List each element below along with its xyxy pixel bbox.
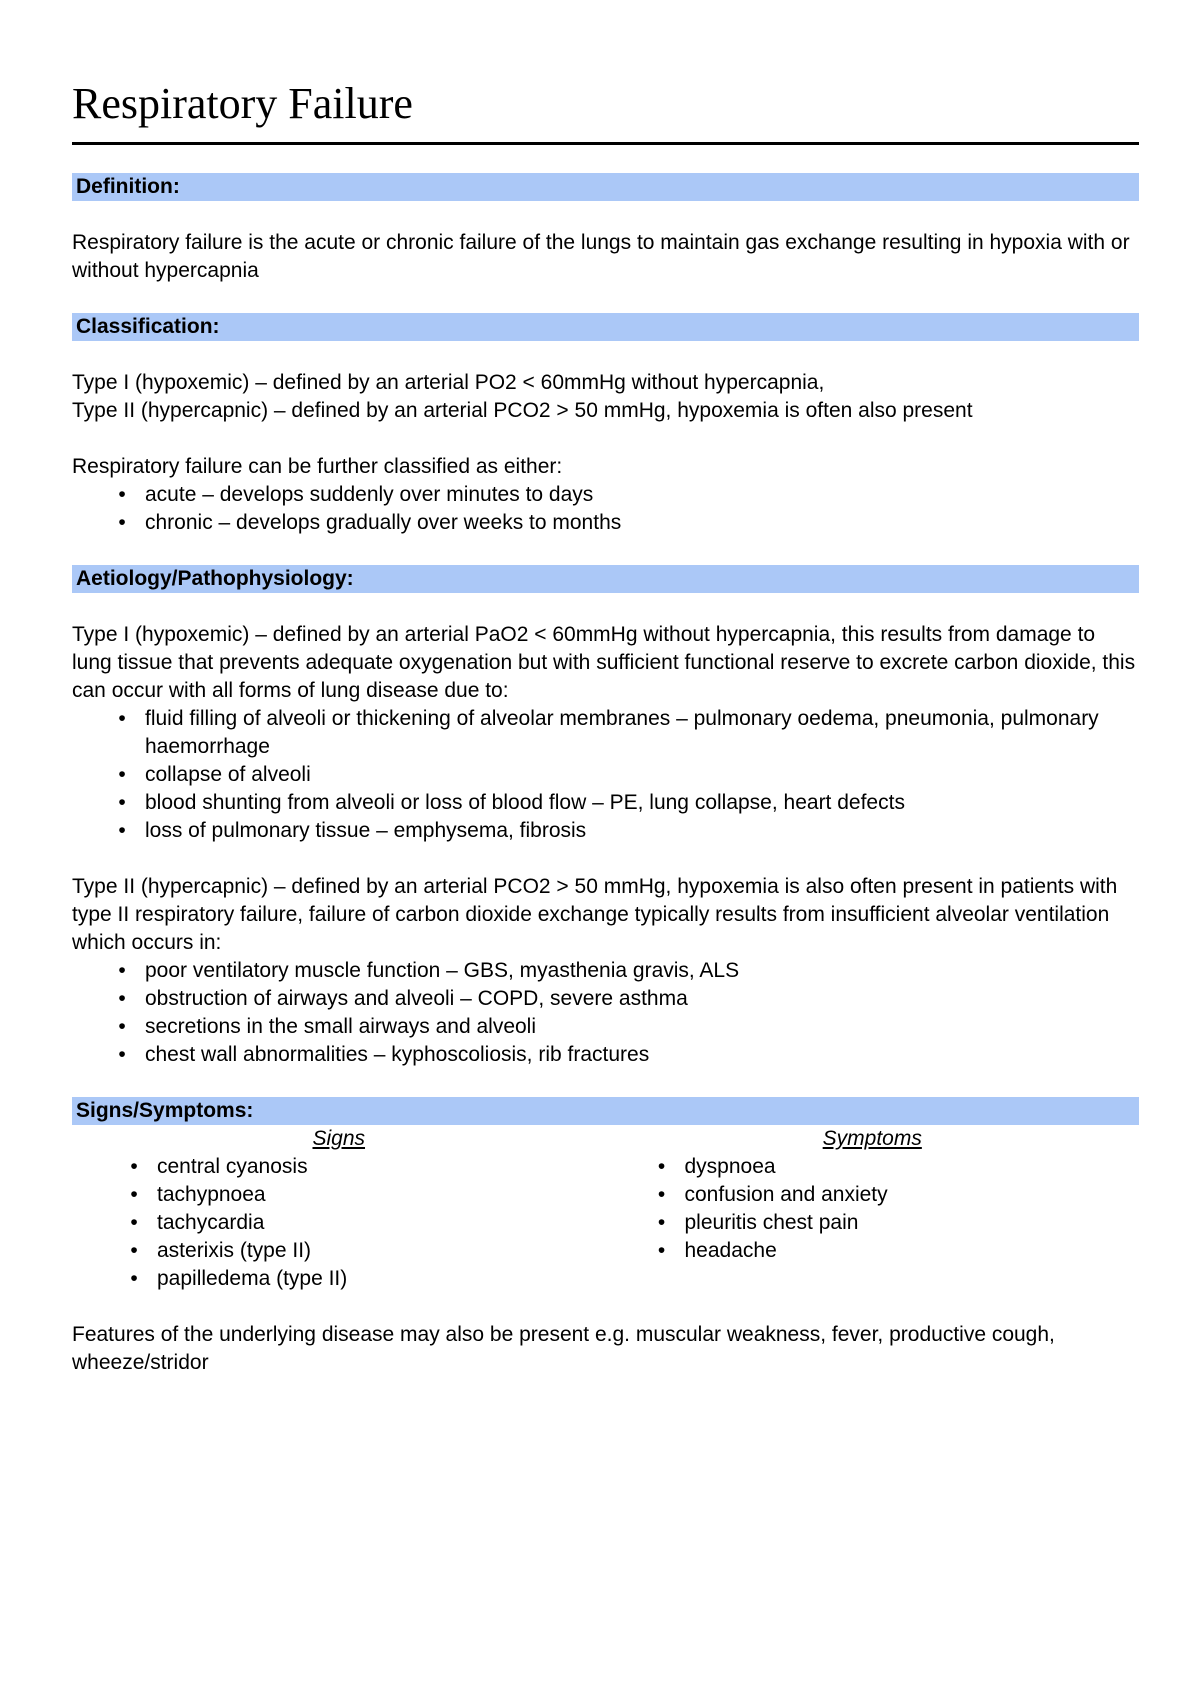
classification-type1: Type I (hypoxemic) – defined by an arterial PO2 < 60mmHg without hypercapnia, xyxy=(72,371,825,394)
list-item: • chest wall abnormalities – kyphoscoliosis, rib fractures xyxy=(145,1041,1139,1069)
definition-text: Respiratory failure is the acute or chronic failure of the lungs to maintain gas exchange resulting in hypoxia with or without hypercapnia xyxy=(72,231,1130,282)
classification-bullet-list xyxy=(72,481,1139,537)
list-item: • tachycardia xyxy=(157,1209,606,1237)
classification-further: Respiratory failure can be further classified as either: xyxy=(72,455,563,478)
aetiology-type1-bullet-list xyxy=(72,705,1139,845)
section-heading-classification: Classification: xyxy=(72,313,1139,341)
section-heading-aetiology: Aetiology/Pathophysiology: xyxy=(72,565,1139,593)
list-item: • loss of pulmonary tissue – emphysema, fibrosis xyxy=(145,817,1139,845)
bullet-icon: • xyxy=(118,763,126,786)
list-item: • confusion and anxiety xyxy=(685,1181,1140,1209)
list-item: • secretions in the small airways and alveoli xyxy=(145,1013,1139,1041)
bullet-icon: • xyxy=(130,1211,138,1234)
aetiology-type2-bullet-list xyxy=(72,957,1139,1069)
signs-symptoms-columns xyxy=(72,1125,1139,1293)
symptoms-list xyxy=(606,1153,1140,1265)
page-title: Respiratory Failure xyxy=(72,70,1139,145)
bullet-icon: • xyxy=(657,1155,666,1178)
list-item: • poor ventilatory muscle function – GBS, myasthenia gravis, ALS xyxy=(145,957,1139,985)
bullet-icon: • xyxy=(118,483,126,506)
symptoms-column xyxy=(606,1125,1140,1293)
bullet-icon: • xyxy=(118,1043,126,1066)
bullet-icon: • xyxy=(118,819,126,842)
bullet-icon: • xyxy=(130,1239,138,1262)
bullet-icon: • xyxy=(118,987,126,1010)
bullet-icon: • xyxy=(657,1211,666,1234)
list-item: • asterixis (type II) xyxy=(157,1237,606,1265)
document-page xyxy=(72,70,1139,1377)
section-heading-definition: Definition: xyxy=(72,173,1139,201)
bullet-icon: • xyxy=(130,1267,138,1290)
section-heading-signs-symptoms: Signs/Symptoms: xyxy=(72,1097,1139,1125)
bullet-icon: • xyxy=(130,1155,138,1178)
list-item: • obstruction of airways and alveoli – COPD, severe asthma xyxy=(145,985,1139,1013)
bullet-icon: • xyxy=(657,1239,666,1262)
features-text: Features of the underlying disease may also be present e.g. muscular weakness, fever, productive cough, wheeze/stridor xyxy=(72,1323,1055,1374)
signs-title: Signs xyxy=(312,1127,366,1150)
symptoms-title: Symptoms xyxy=(822,1127,922,1150)
bullet-icon: • xyxy=(118,959,126,982)
list-item: • papilledema (type II) xyxy=(157,1265,606,1293)
aetiology-type1-text: Type I (hypoxemic) – defined by an arterial PaO2 < 60mmHg without hypercapnia, this results from damage to lung tissue that prevents adequate oxygenation but with sufficient functional reserve to excrete carbon dioxide, this can occur with all forms of lung disease due to: xyxy=(72,623,1136,702)
list-item: • fluid filling of alveoli or thickening of alveolar membranes – pulmonary oedema, pneumonia, pulmonary haemorrhage xyxy=(145,705,1139,761)
list-item: • pleuritis chest pain xyxy=(685,1209,1140,1237)
bullet-icon: • xyxy=(130,1183,138,1206)
list-item: • blood shunting from alveoli or loss of blood flow – PE, lung collapse, heart defects xyxy=(145,789,1139,817)
bullet-icon: • xyxy=(657,1183,666,1206)
bullet-icon: • xyxy=(118,1015,126,1038)
list-item: • acute – develops suddenly over minutes to days xyxy=(145,481,1139,509)
bullet-icon: • xyxy=(118,511,126,534)
signs-list xyxy=(72,1153,606,1293)
list-item: • collapse of alveoli xyxy=(145,761,1139,789)
classification-type2: Type II (hypercapnic) – defined by an arterial PCO2 > 50 mmHg, hypoxemia is often also present xyxy=(72,399,973,422)
signs-column xyxy=(72,1125,606,1293)
bullet-icon: • xyxy=(118,791,126,814)
list-item: • chronic – develops gradually over weeks to months xyxy=(145,509,1139,537)
list-item: • tachypnoea xyxy=(157,1181,606,1209)
aetiology-type2-text: Type II (hypercapnic) – defined by an arterial PCO2 > 50 mmHg, hypoxemia is also often present in patients with type II respiratory failure, failure of carbon dioxide exchange typically results from insufficient alveolar ventilation which occurs in: xyxy=(72,875,1118,954)
list-item: • dyspnoea xyxy=(685,1153,1140,1181)
list-item: • headache xyxy=(685,1237,1140,1265)
list-item: • central cyanosis xyxy=(157,1153,606,1181)
bullet-icon: • xyxy=(118,707,126,730)
